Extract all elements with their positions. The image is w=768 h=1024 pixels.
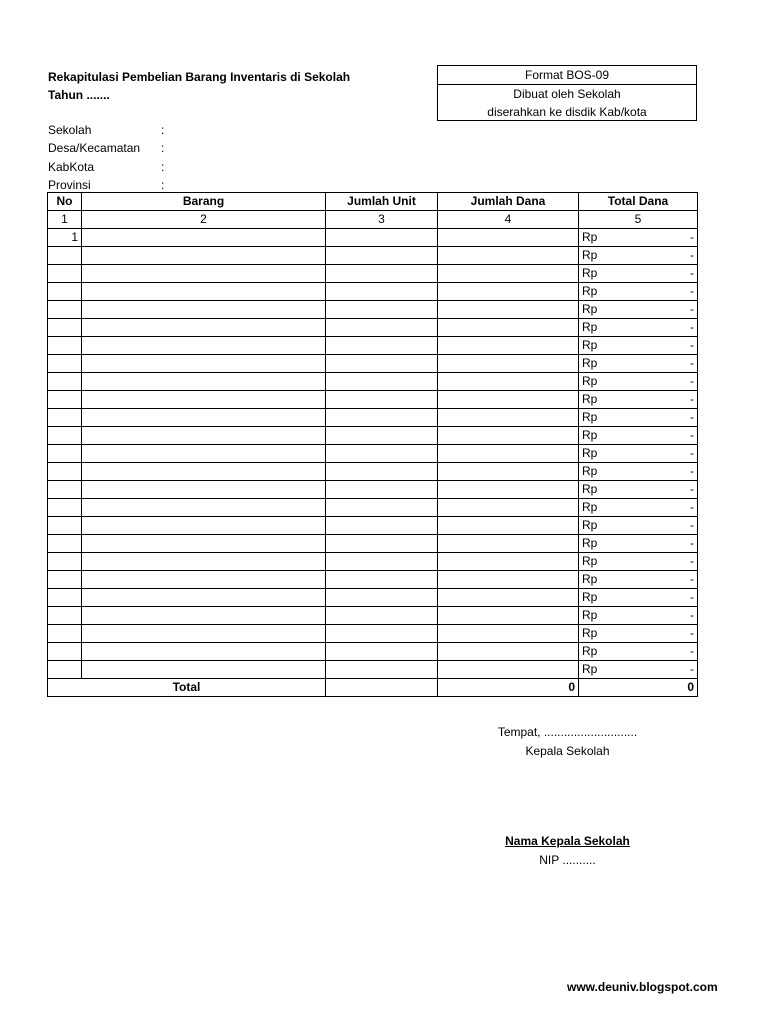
row-jumlah-unit[interactable] — [326, 517, 438, 535]
row-barang[interactable] — [82, 535, 326, 553]
currency-cell — [582, 301, 694, 318]
column-number-row — [48, 211, 698, 229]
row-jumlah-unit[interactable] — [326, 445, 438, 463]
col-number: 4 — [438, 211, 579, 229]
row-barang[interactable] — [82, 265, 326, 283]
signature-role: Kepala Sekolah — [525, 744, 610, 758]
row-jumlah-dana[interactable] — [438, 391, 579, 409]
currency-dash: - — [690, 626, 694, 640]
table-row — [48, 517, 698, 535]
row-total-dana — [579, 589, 698, 607]
currency-cell — [582, 571, 694, 588]
currency-dash: - — [690, 518, 694, 532]
row-jumlah-dana[interactable] — [438, 265, 579, 283]
header-jumlah-unit: Jumlah Unit — [326, 193, 438, 211]
row-jumlah-unit[interactable] — [326, 463, 438, 481]
row-jumlah-unit[interactable] — [326, 373, 438, 391]
row-no[interactable] — [48, 481, 82, 499]
currency-symbol: Rp — [582, 518, 598, 532]
row-total-dana — [579, 463, 698, 481]
row-barang[interactable] — [82, 247, 326, 265]
row-jumlah-dana[interactable] — [438, 517, 579, 535]
row-total-dana — [579, 481, 698, 499]
row-barang[interactable] — [82, 355, 326, 373]
currency-dash: - — [690, 500, 694, 514]
row-jumlah-dana[interactable] — [438, 481, 579, 499]
row-jumlah-dana[interactable] — [438, 553, 579, 571]
row-barang[interactable] — [82, 283, 326, 301]
currency-symbol: Rp — [582, 428, 598, 442]
currency-symbol: Rp — [582, 230, 598, 244]
meta-separator: : — [161, 160, 165, 174]
currency-symbol: Rp — [582, 302, 598, 316]
row-jumlah-unit[interactable] — [326, 337, 438, 355]
table-row — [48, 391, 698, 409]
currency-dash: - — [690, 248, 694, 262]
currency-dash: - — [690, 608, 694, 622]
row-no[interactable] — [48, 553, 82, 571]
row-jumlah-dana[interactable] — [438, 409, 579, 427]
currency-cell — [582, 445, 694, 462]
currency-cell — [582, 319, 694, 336]
row-barang[interactable] — [82, 319, 326, 337]
table-row — [48, 643, 698, 661]
currency-dash: - — [690, 302, 694, 316]
row-no[interactable] — [48, 445, 82, 463]
table-body — [48, 229, 698, 679]
row-jumlah-unit[interactable] — [326, 409, 438, 427]
row-no[interactable] — [48, 571, 82, 589]
meta-label: KabKota — [48, 160, 95, 174]
row-no[interactable]: 1 — [48, 229, 82, 247]
row-jumlah-unit[interactable] — [326, 553, 438, 571]
row-jumlah-unit[interactable] — [326, 319, 438, 337]
row-no[interactable] — [48, 589, 82, 607]
currency-cell — [582, 247, 694, 264]
currency-symbol: Rp — [582, 374, 598, 388]
row-jumlah-unit[interactable] — [326, 481, 438, 499]
row-total-dana — [579, 661, 698, 679]
row-total-dana — [579, 247, 698, 265]
currency-dash: - — [690, 266, 694, 280]
row-barang[interactable] — [82, 661, 326, 679]
total-label: Total — [48, 679, 326, 697]
row-total-dana — [579, 337, 698, 355]
header-no: No — [48, 193, 82, 211]
row-barang[interactable] — [82, 373, 326, 391]
currency-symbol: Rp — [582, 500, 598, 514]
currency-cell — [582, 427, 694, 444]
total-total-dana: 0 — [579, 679, 698, 697]
currency-symbol: Rp — [582, 338, 598, 352]
row-no[interactable] — [48, 265, 82, 283]
currency-symbol: Rp — [582, 482, 598, 496]
currency-symbol: Rp — [582, 284, 598, 298]
table-row — [48, 589, 698, 607]
row-jumlah-unit[interactable] — [326, 607, 438, 625]
format-code: Format BOS-09 — [438, 66, 696, 85]
row-no[interactable] — [48, 427, 82, 445]
row-barang[interactable] — [82, 337, 326, 355]
currency-symbol: Rp — [582, 392, 598, 406]
currency-cell — [582, 463, 694, 480]
currency-symbol: Rp — [582, 446, 598, 460]
currency-cell — [582, 337, 694, 354]
row-jumlah-unit[interactable] — [326, 391, 438, 409]
row-total-dana — [579, 265, 698, 283]
table-row — [48, 247, 698, 265]
currency-symbol: Rp — [582, 356, 598, 370]
table-row — [48, 661, 698, 679]
currency-dash: - — [690, 572, 694, 586]
row-total-dana — [579, 625, 698, 643]
row-jumlah-unit[interactable] — [326, 355, 438, 373]
meta-label: Desa/Kecamatan — [48, 141, 141, 155]
row-no[interactable] — [48, 661, 82, 679]
row-barang[interactable] — [82, 391, 326, 409]
currency-cell — [582, 409, 694, 426]
col-number: 2 — [82, 211, 326, 229]
currency-cell — [582, 643, 694, 660]
currency-symbol: Rp — [582, 590, 598, 604]
row-barang[interactable] — [82, 589, 326, 607]
meta-kabkota — [48, 158, 164, 176]
row-jumlah-dana[interactable] — [438, 463, 579, 481]
table-row — [48, 337, 698, 355]
table-row — [48, 553, 698, 571]
row-barang[interactable] — [82, 445, 326, 463]
currency-cell — [582, 283, 694, 300]
row-no[interactable] — [48, 355, 82, 373]
row-jumlah-dana[interactable] — [438, 247, 579, 265]
meta-separator: : — [161, 141, 165, 155]
row-jumlah-dana[interactable] — [438, 499, 579, 517]
currency-cell — [582, 553, 694, 570]
currency-symbol: Rp — [582, 644, 598, 658]
table-row — [48, 229, 698, 247]
currency-cell — [582, 589, 694, 606]
currency-symbol: Rp — [582, 536, 598, 550]
row-jumlah-dana[interactable] — [438, 571, 579, 589]
total-jumlah-unit[interactable] — [326, 679, 438, 697]
currency-dash: - — [690, 428, 694, 442]
row-total-dana — [579, 373, 698, 391]
row-no[interactable] — [48, 283, 82, 301]
row-jumlah-unit[interactable] — [326, 283, 438, 301]
row-no[interactable] — [48, 625, 82, 643]
row-jumlah-dana[interactable] — [438, 625, 579, 643]
row-barang[interactable] — [82, 481, 326, 499]
currency-cell — [582, 535, 694, 552]
row-no[interactable] — [48, 409, 82, 427]
currency-dash: - — [690, 230, 694, 244]
currency-dash: - — [690, 590, 694, 604]
table-row — [48, 355, 698, 373]
currency-cell — [582, 355, 694, 372]
row-no[interactable] — [48, 319, 82, 337]
row-jumlah-dana[interactable] — [438, 373, 579, 391]
row-total-dana — [579, 409, 698, 427]
row-jumlah-dana[interactable] — [438, 229, 579, 247]
currency-cell — [582, 517, 694, 534]
row-total-dana — [579, 355, 698, 373]
row-no[interactable] — [48, 301, 82, 319]
row-jumlah-dana[interactable] — [438, 283, 579, 301]
currency-cell — [582, 391, 694, 408]
format-box — [437, 65, 697, 121]
signature-nip: NIP .......... — [539, 853, 596, 867]
document-year: Tahun ....... — [48, 88, 110, 102]
row-jumlah-dana[interactable] — [438, 589, 579, 607]
table-row — [48, 463, 698, 481]
currency-symbol: Rp — [582, 662, 598, 676]
meta-separator: : — [161, 178, 165, 192]
currency-dash: - — [690, 320, 694, 334]
row-jumlah-unit[interactable] — [326, 247, 438, 265]
row-jumlah-dana[interactable] — [438, 427, 579, 445]
inventory-table — [47, 192, 698, 697]
row-total-dana — [579, 571, 698, 589]
currency-dash: - — [690, 536, 694, 550]
row-total-dana — [579, 445, 698, 463]
row-total-dana — [579, 301, 698, 319]
currency-dash: - — [690, 374, 694, 388]
row-total-dana — [579, 607, 698, 625]
currency-cell — [582, 625, 694, 642]
row-barang[interactable] — [82, 301, 326, 319]
table-row — [48, 373, 698, 391]
table-row — [48, 571, 698, 589]
currency-dash: - — [690, 482, 694, 496]
total-jumlah-dana: 0 — [438, 679, 579, 697]
document-title: Rekapitulasi Pembelian Barang Inventaris di Sekolah — [48, 70, 351, 84]
row-jumlah-unit[interactable] — [326, 625, 438, 643]
row-total-dana — [579, 517, 698, 535]
row-barang[interactable] — [82, 607, 326, 625]
table-row — [48, 535, 698, 553]
table-row — [48, 409, 698, 427]
row-barang[interactable] — [82, 643, 326, 661]
row-jumlah-unit[interactable] — [326, 301, 438, 319]
meta-sekolah — [48, 121, 164, 139]
table-row — [48, 319, 698, 337]
row-no[interactable] — [48, 247, 82, 265]
table-row — [48, 301, 698, 319]
currency-dash: - — [690, 662, 694, 676]
signature-name: Nama Kepala Sekolah — [505, 834, 630, 848]
row-jumlah-unit[interactable] — [326, 643, 438, 661]
currency-cell — [582, 229, 694, 246]
row-no[interactable] — [48, 499, 82, 517]
currency-symbol: Rp — [582, 608, 598, 622]
col-number: 3 — [326, 211, 438, 229]
currency-dash: - — [690, 464, 694, 478]
currency-cell — [582, 481, 694, 498]
footer-url: www.deuniv.blogspot.com — [567, 980, 718, 994]
row-jumlah-dana[interactable] — [438, 355, 579, 373]
currency-symbol: Rp — [582, 248, 598, 262]
currency-dash: - — [690, 356, 694, 370]
row-total-dana — [579, 391, 698, 409]
table-row — [48, 607, 698, 625]
table-row — [48, 265, 698, 283]
currency-symbol: Rp — [582, 572, 598, 586]
currency-dash: - — [690, 338, 694, 352]
row-barang[interactable] — [82, 517, 326, 535]
row-barang[interactable] — [82, 229, 326, 247]
row-jumlah-unit[interactable] — [326, 535, 438, 553]
col-number: 5 — [579, 211, 698, 229]
row-total-dana — [579, 643, 698, 661]
table-row — [48, 625, 698, 643]
currency-cell — [582, 499, 694, 516]
currency-cell — [582, 607, 694, 624]
row-barang[interactable] — [82, 463, 326, 481]
col-number: 1 — [48, 211, 82, 229]
row-jumlah-unit[interactable] — [326, 661, 438, 679]
signature-place: Tempat, ............................ — [497, 725, 638, 739]
header-barang: Barang — [82, 193, 326, 211]
header-total-dana: Total Dana — [579, 193, 698, 211]
row-jumlah-dana[interactable] — [438, 535, 579, 553]
row-no[interactable] — [48, 535, 82, 553]
currency-dash: - — [690, 284, 694, 298]
currency-symbol: Rp — [582, 464, 598, 478]
currency-dash: - — [690, 554, 694, 568]
row-total-dana — [579, 553, 698, 571]
row-total-dana — [579, 535, 698, 553]
row-no[interactable] — [48, 391, 82, 409]
row-jumlah-unit[interactable] — [326, 229, 438, 247]
row-no[interactable] — [48, 607, 82, 625]
currency-symbol: Rp — [582, 554, 598, 568]
row-jumlah-unit[interactable] — [326, 589, 438, 607]
row-jumlah-dana[interactable] — [438, 319, 579, 337]
table-row — [48, 427, 698, 445]
row-jumlah-dana[interactable] — [438, 337, 579, 355]
row-barang[interactable] — [82, 625, 326, 643]
table-row — [48, 445, 698, 463]
table-row — [48, 283, 698, 301]
row-no[interactable] — [48, 337, 82, 355]
row-barang[interactable] — [82, 427, 326, 445]
currency-symbol: Rp — [582, 410, 598, 424]
row-jumlah-dana[interactable] — [438, 661, 579, 679]
row-jumlah-dana[interactable] — [438, 643, 579, 661]
row-jumlah-unit[interactable] — [326, 571, 438, 589]
row-no[interactable] — [48, 373, 82, 391]
currency-cell — [582, 265, 694, 282]
currency-symbol: Rp — [582, 626, 598, 640]
currency-symbol: Rp — [582, 320, 598, 334]
table-row — [48, 481, 698, 499]
currency-cell — [582, 661, 694, 678]
row-total-dana — [579, 427, 698, 445]
row-total-dana — [579, 229, 698, 247]
currency-cell — [582, 373, 694, 390]
row-total-dana — [579, 499, 698, 517]
row-jumlah-unit[interactable] — [326, 427, 438, 445]
currency-dash: - — [690, 644, 694, 658]
currency-symbol: Rp — [582, 266, 598, 280]
row-total-dana — [579, 319, 698, 337]
meta-desa-kecamatan — [48, 139, 164, 157]
header-jumlah-dana: Jumlah Dana — [438, 193, 579, 211]
format-made-by: Dibuat oleh Sekolah — [513, 87, 621, 101]
row-barang[interactable] — [82, 409, 326, 427]
row-jumlah-dana[interactable] — [438, 445, 579, 463]
table-row — [48, 499, 698, 517]
row-no[interactable] — [48, 643, 82, 661]
currency-dash: - — [690, 446, 694, 460]
row-no[interactable] — [48, 517, 82, 535]
row-total-dana — [579, 283, 698, 301]
total-row — [48, 679, 698, 697]
meta-label: Provinsi — [48, 178, 91, 192]
row-barang[interactable] — [82, 499, 326, 517]
table-header-row — [48, 193, 698, 211]
row-jumlah-dana[interactable] — [438, 607, 579, 625]
format-submitted-to: diserahkan ke disdik Kab/kota — [487, 105, 647, 119]
row-jumlah-unit[interactable] — [326, 265, 438, 283]
meta-label: Sekolah — [48, 123, 92, 137]
row-no[interactable] — [48, 463, 82, 481]
currency-dash: - — [690, 392, 694, 406]
currency-dash: - — [690, 410, 694, 424]
row-barang[interactable] — [82, 571, 326, 589]
row-jumlah-unit[interactable] — [326, 499, 438, 517]
row-jumlah-dana[interactable] — [438, 301, 579, 319]
meta-separator: : — [161, 123, 165, 137]
row-barang[interactable] — [82, 553, 326, 571]
